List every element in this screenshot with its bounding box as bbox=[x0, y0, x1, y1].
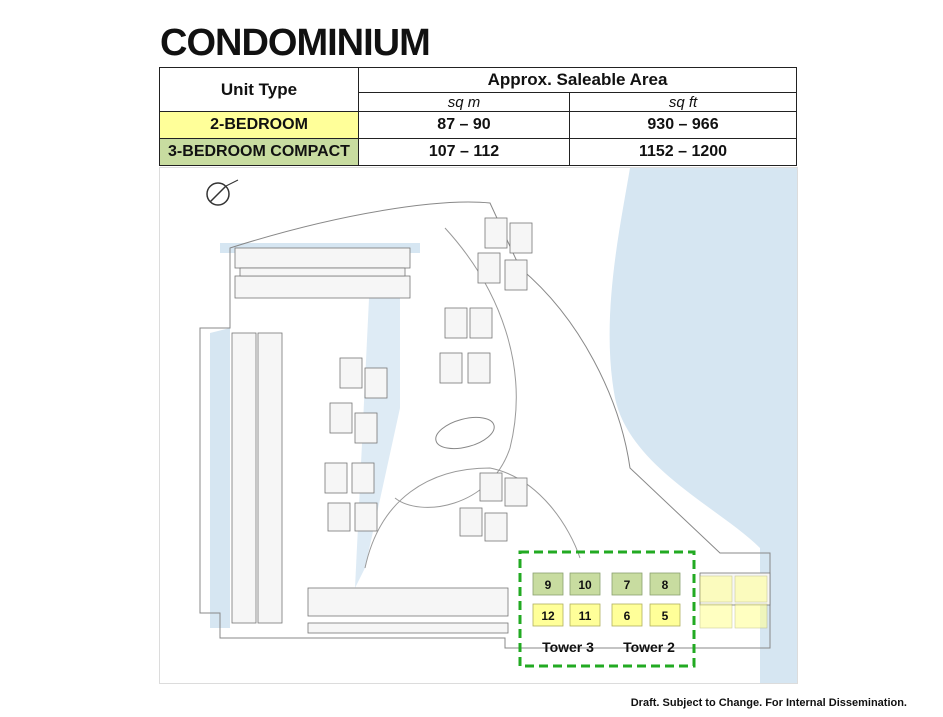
unit-number: 9 bbox=[544, 578, 552, 592]
tower-3-2-units bbox=[533, 573, 767, 628]
tower-label: Tower 2 bbox=[623, 639, 675, 655]
table-row bbox=[160, 139, 797, 166]
site-plan bbox=[159, 167, 798, 684]
unit-number: 5 bbox=[661, 609, 669, 623]
sqft-cell: 1152 – 1200 bbox=[570, 139, 797, 166]
drop-off bbox=[432, 412, 497, 455]
tower-label: Tower 3 bbox=[542, 639, 594, 655]
unit-type-cell: 2-BEDROOM bbox=[160, 112, 359, 139]
water-strip bbox=[210, 328, 230, 628]
unit-number: 12 bbox=[541, 609, 555, 623]
table-row bbox=[160, 112, 797, 139]
compass-icon bbox=[207, 180, 238, 205]
sqm-cell: 87 – 90 bbox=[359, 112, 570, 139]
unit-area-table bbox=[159, 67, 797, 166]
page-title: CONDOMINIUM bbox=[160, 22, 430, 64]
unit-type-cell: 3-BEDROOM COMPACT bbox=[160, 139, 359, 166]
unit-number: 6 bbox=[623, 609, 631, 623]
unit-number: 10 bbox=[578, 578, 592, 592]
unit-number: 7 bbox=[623, 578, 631, 592]
unit-type-header: Unit Type bbox=[160, 68, 359, 112]
tower-block-west bbox=[232, 333, 282, 623]
sqft-header: sq ft bbox=[570, 93, 797, 112]
sqm-cell: 107 – 112 bbox=[359, 139, 570, 166]
footer-note: Draft. Subject to Change. For Internal Dissemination. bbox=[630, 697, 907, 709]
unit-number: 8 bbox=[661, 578, 669, 592]
sqm-header: sq m bbox=[359, 93, 570, 112]
tower-block-north bbox=[235, 248, 410, 298]
area-header: Approx. Saleable Area bbox=[359, 68, 797, 93]
site-plan-drawing bbox=[160, 168, 797, 683]
unit-number: 11 bbox=[578, 609, 592, 623]
sqft-cell: 930 – 966 bbox=[570, 112, 797, 139]
